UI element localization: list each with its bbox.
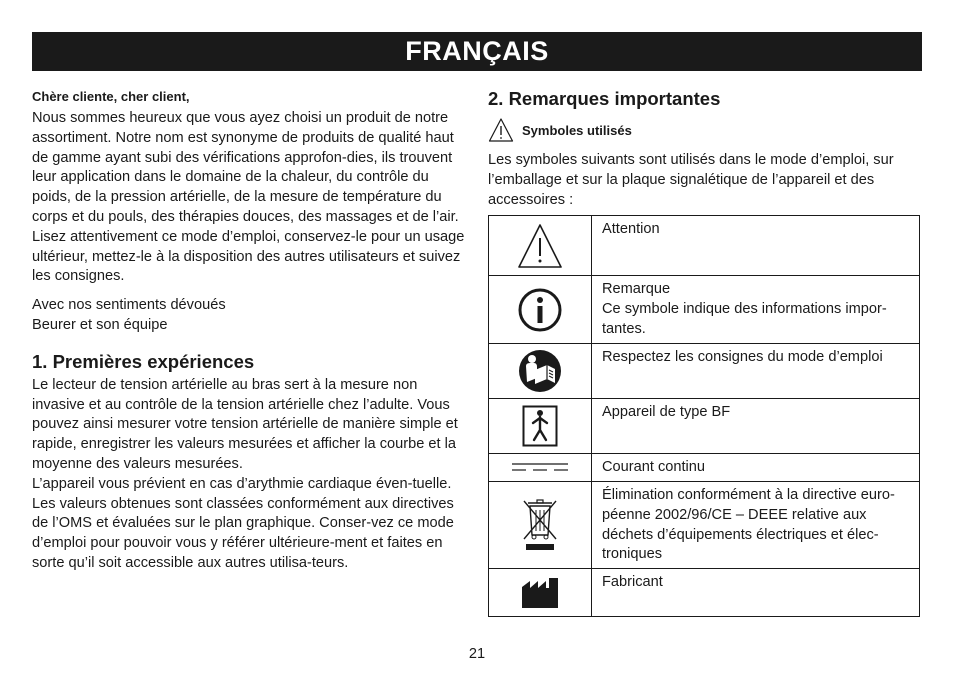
- symbol-row-remarque: [489, 276, 920, 344]
- page-number: 21: [468, 646, 486, 662]
- greeting: Chère cliente, cher client,: [32, 89, 190, 104]
- symbol-description: [592, 482, 920, 569]
- section-1-paragraph-2: L’appareil vous prévient en cas d’arythmie cardiaque éven-tuelle. Les valeurs obtenues sont classées conformément aux directives de l’OMS et évaluées sur le plan graphique. Conser-vez ce mode d’emploi pour pouvoir vous y référer ultérieure-ment et faites en sorte qu’il soit accessible aux autres utilisa-teurs.: [32, 475, 454, 571]
- read-manual-icon: [517, 348, 563, 394]
- symbol-row-weee: [489, 482, 920, 569]
- closing-line-1: Avec nos sentiments dévoués: [32, 297, 226, 314]
- language-title: FRANÇAIS: [405, 36, 549, 66]
- symbols-heading: [488, 116, 922, 144]
- type-bf-icon: [522, 405, 558, 447]
- symbol-icon-cell: [489, 216, 592, 276]
- symbol-description: [592, 569, 920, 617]
- symbol-icon-cell: [489, 344, 592, 399]
- symbol-label: Respectez les consignes du mode d’emploi: [602, 349, 883, 365]
- symbol-icon-cell: [489, 276, 592, 344]
- symbol-description: [592, 454, 920, 482]
- symbols-table: [488, 215, 920, 617]
- symbol-row-direct-current: [489, 454, 920, 482]
- section-1-paragraph-1: Le lecteur de tension artérielle au bras sert à la mesure non invasive et au contrôle de la tension artérielle chez l’adulte. Vous pouvez ainsi mesurer votre tension artérielle de manière simple et rapide, enregistrer les valeurs mesurées et afficher la courbe et la moyenne des valeurs mesurées.: [32, 376, 458, 472]
- symbol-row-type-bf: [489, 399, 920, 454]
- left-column: [32, 88, 468, 574]
- symbol-description: [592, 276, 920, 344]
- warning-triangle-icon: [488, 117, 514, 143]
- symbol-icon-cell: [489, 482, 592, 569]
- symbol-description: [592, 216, 920, 276]
- intro-paragraph-2: Lisez attentivement ce mode d’emploi, conservez-le pour un usage ultérieur, mettez-le à la disposition des autres utilisateurs et suivez les consignes.: [32, 228, 465, 285]
- symbol-icon-cell: [489, 569, 592, 617]
- section-2-title: 2. Remarques importantes: [488, 88, 721, 109]
- symbol-label: Remarque: [602, 281, 671, 297]
- symbol-label: Courant continu: [602, 459, 706, 475]
- language-header: [32, 32, 922, 71]
- symbol-detail: Ce symbole indique des informations impor-tantes.: [602, 300, 887, 337]
- symbol-row-manufacturer: [489, 569, 920, 617]
- direct-current-icon: [510, 461, 570, 473]
- warning-triangle-icon: [516, 222, 564, 270]
- symbol-label: Élimination conformément à la directive euro-péenne 2002/96/CE – DEEE relative aux déchets d’équipements électriques et élec-troniques: [602, 487, 895, 563]
- symbol-label: Fabricant: [602, 574, 663, 590]
- symbol-description: [592, 399, 920, 454]
- information-icon: [517, 287, 563, 333]
- symbol-label: Appareil de type BF: [602, 404, 731, 420]
- manufacturer-icon: [521, 577, 559, 609]
- intro-paragraph-1: Nous sommes heureux que vous ayez choisi un produit de notre assortiment. Notre nom est synonyme de produits de qualité haut de gamme ayant subi des vérifications approfon-dies, ils trouvent leur application dans le domaine de la chaleur, du contrôle du poids, de la pression artérielle, de la mesure de température du corps et du pouls, des thérapies douces, des massages et de l’air.: [32, 110, 459, 225]
- symbol-icon-cell: [489, 399, 592, 454]
- weee-crossed-bin-icon: [519, 497, 561, 553]
- symbols-heading-label: Symboles utilisés: [522, 122, 632, 138]
- closing-line-2: Beurer et son équipe: [32, 316, 168, 333]
- section-1-title: 1. Premières expériences: [32, 350, 255, 372]
- symbols-intro: Les symboles suivants sont utilisés dans le mode d’emploi, sur l’emballage et sur la plaque signalétique de l’appareil et des accessoires :: [488, 152, 894, 208]
- symbol-row-attention: [489, 216, 920, 276]
- symbol-row-manual: [489, 344, 920, 399]
- symbol-label: Attention: [602, 221, 660, 237]
- symbol-description: [592, 344, 920, 399]
- symbol-icon-cell: [489, 454, 592, 482]
- right-column: [488, 88, 922, 210]
